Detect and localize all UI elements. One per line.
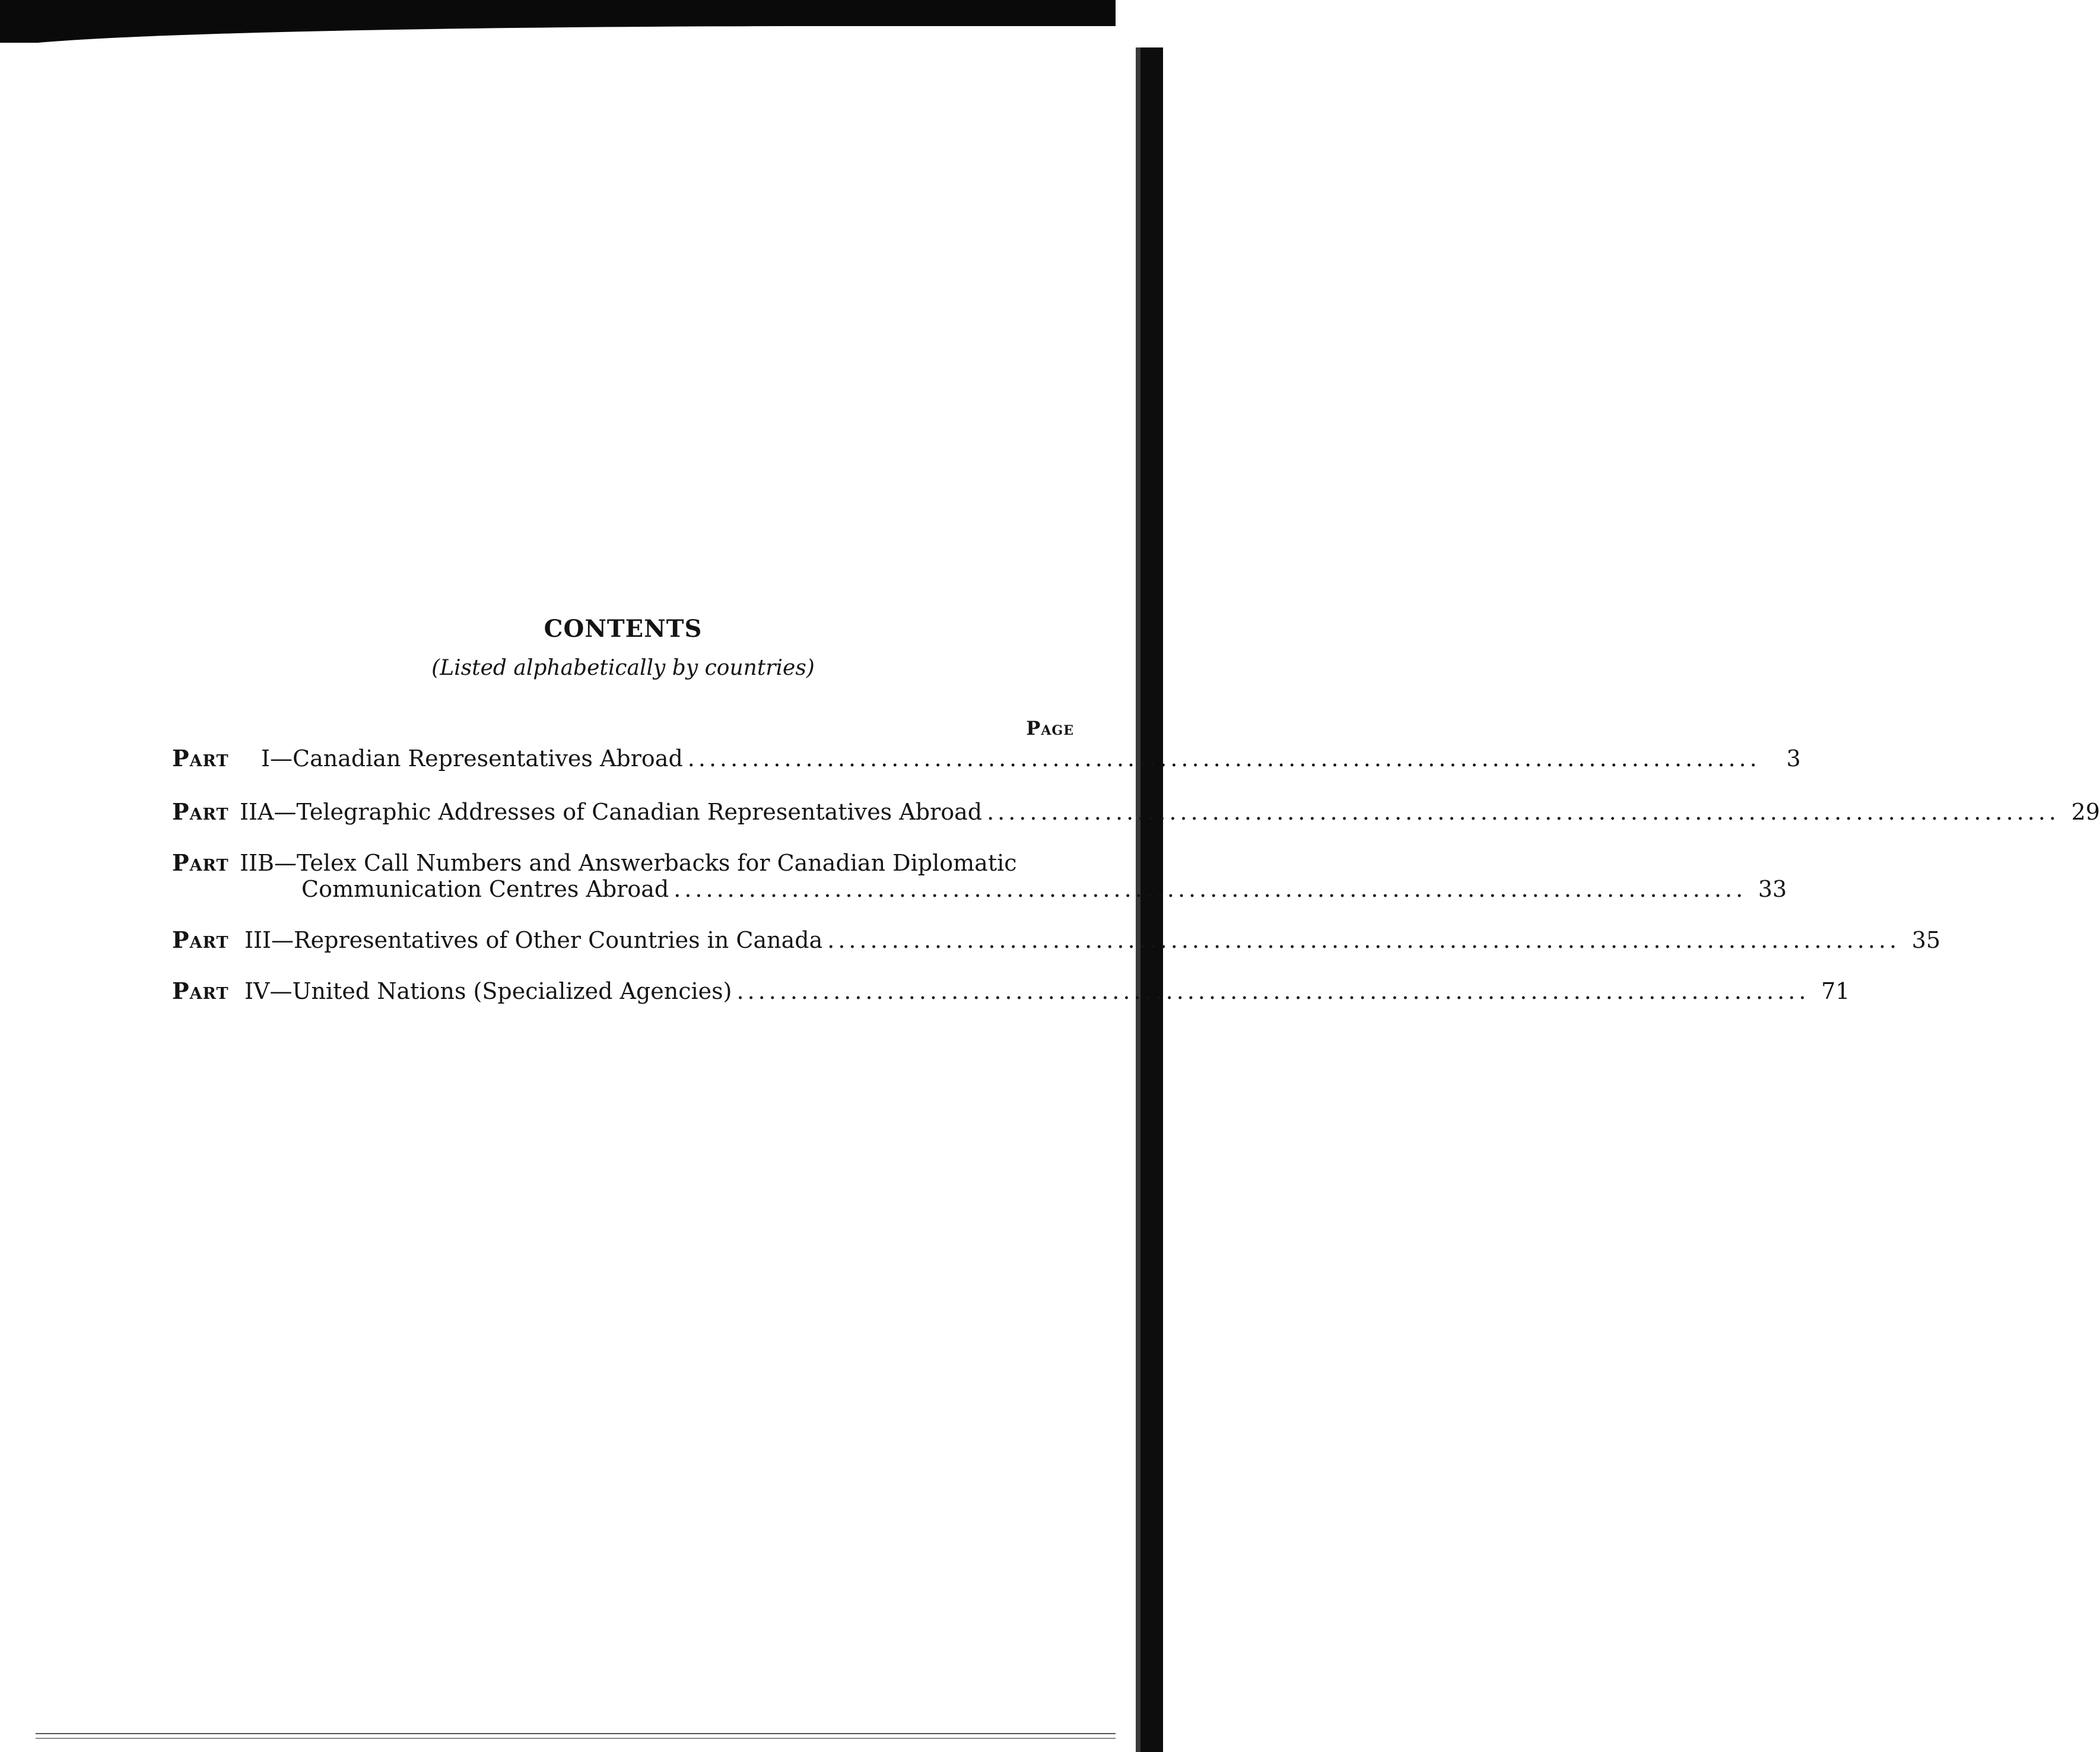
table-of-contents	[172, 615, 2100, 1004]
page-number: 71	[1821, 978, 1850, 1004]
toc-line	[240, 850, 1074, 876]
page-number: 33	[1758, 876, 1787, 902]
part-number: I	[261, 745, 271, 772]
toc-line	[244, 927, 1941, 953]
part-label: Part	[172, 745, 229, 772]
page-column-header: Page	[1026, 717, 1074, 739]
part-label: Part	[172, 849, 229, 876]
toc-entry-body	[244, 978, 1850, 1004]
entry-title: —Telegraphic Addresses of Canadian Representatives Abroad	[274, 799, 983, 825]
scan-bottom-line	[36, 1733, 1116, 1739]
page-number: 3	[1786, 745, 1801, 772]
dot-leader: ....................................................................................................	[827, 927, 1901, 953]
toc-line	[244, 978, 1850, 1004]
toc-line-continued	[240, 876, 1787, 902]
toc-entry-part-iv	[172, 977, 1850, 1004]
entry-title: —United Nations (Specialized Agencies)	[269, 978, 732, 1004]
part-number: IIB	[240, 850, 274, 876]
entry-title: —Canadian Representatives Abroad	[270, 745, 683, 772]
entry-title-continued: Communication Centres Abroad	[301, 876, 669, 902]
part-number: IIA	[240, 799, 274, 825]
contents-title: CONTENTS	[544, 615, 703, 643]
toc-entry-body	[244, 927, 1941, 953]
entry-title: —Representatives of Other Countries in Canada	[271, 927, 823, 953]
part-label: Part	[172, 926, 229, 953]
toc-line	[240, 799, 2100, 825]
part-label: Part	[172, 977, 229, 1004]
page-number: 35	[1911, 927, 1941, 953]
dot-leader: ....................................................................................................	[673, 876, 1747, 902]
entry-title: —Telex Call Numbers and Answerbacks for Canadian Diplomatic	[274, 850, 1017, 876]
page-number: 29	[2071, 799, 2100, 825]
toc-entry-body	[240, 799, 2100, 825]
toc-entry-part-iib	[172, 849, 1787, 902]
part-label: Part	[172, 798, 229, 825]
part-number: IV	[244, 978, 270, 1004]
dot-leader: ....................................................................................................	[736, 978, 1810, 1004]
part-number: III	[244, 927, 272, 953]
contents-subtitle: (Listed alphabetically by countries)	[431, 656, 815, 680]
toc-entry-body	[261, 745, 1801, 772]
toc-line	[261, 745, 1801, 772]
toc-entry-body	[240, 850, 1787, 902]
toc-entry-part-iii	[172, 926, 1941, 953]
toc-entry-part-iia	[172, 798, 2100, 825]
dot-leader: ....................................................................................................	[987, 799, 2060, 825]
dot-leader: ....................................................................................................	[687, 745, 1761, 772]
toc-entry-part-i	[172, 745, 1801, 772]
